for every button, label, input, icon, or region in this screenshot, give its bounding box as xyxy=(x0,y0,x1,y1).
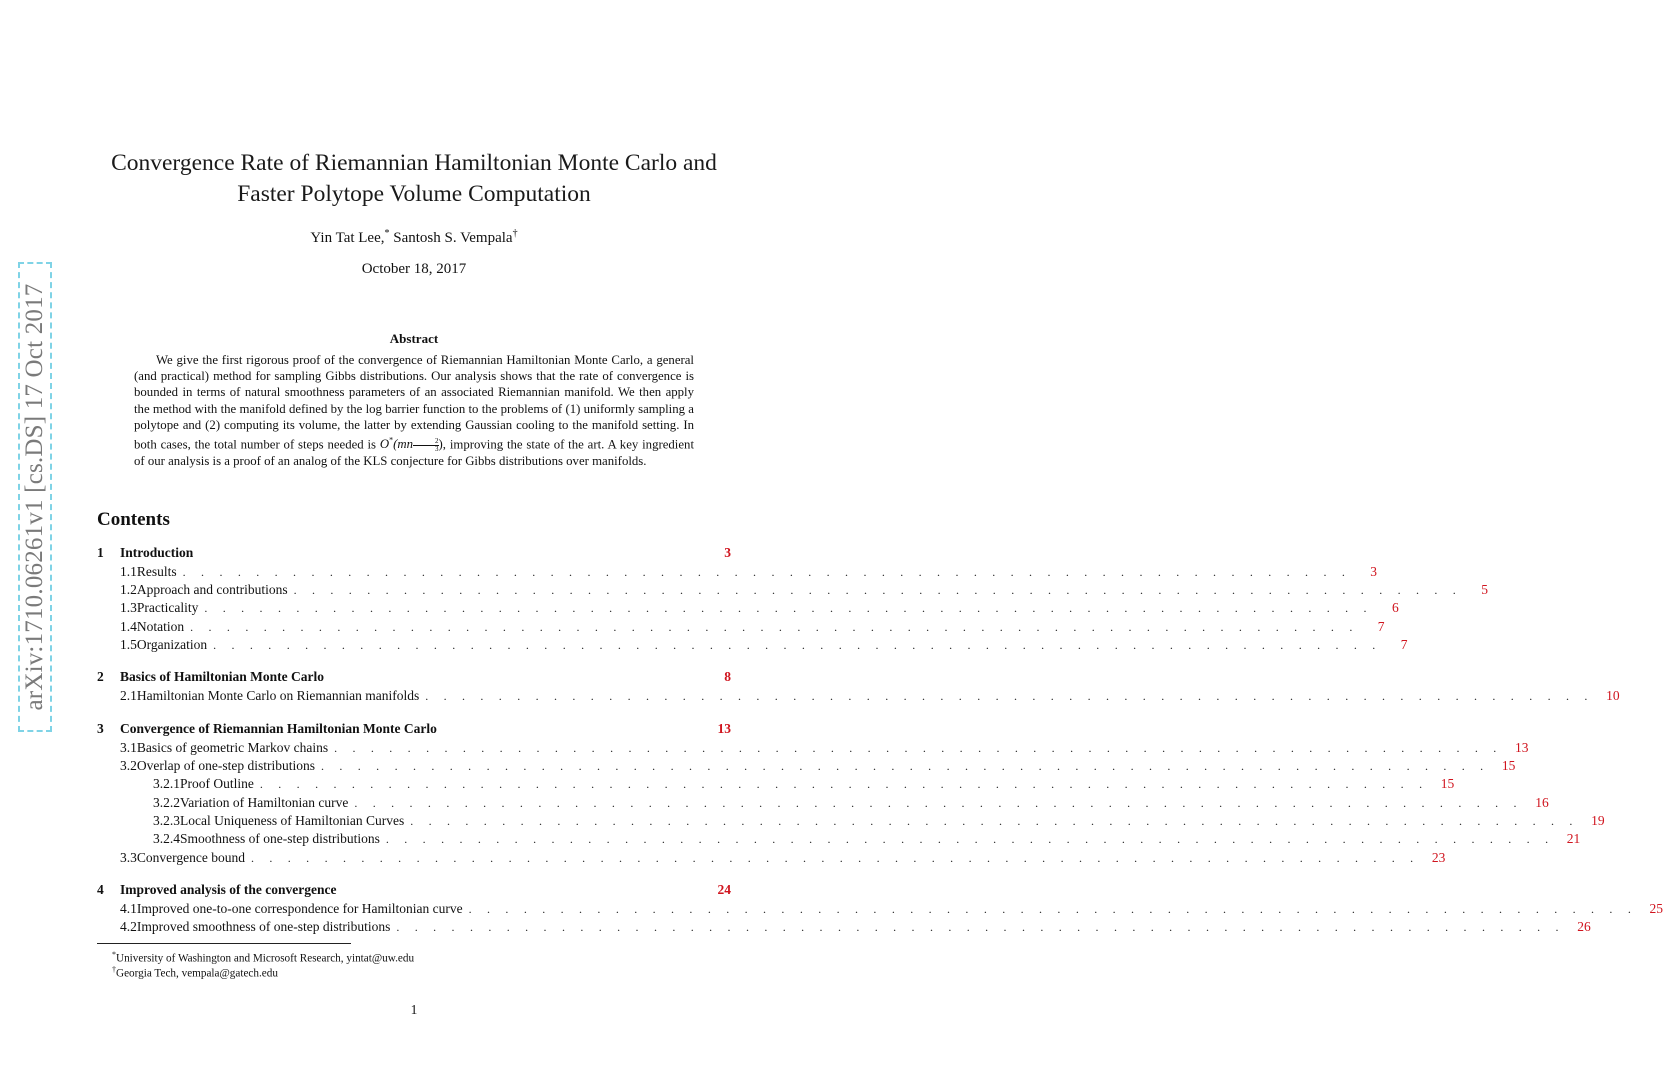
toc-subsection[interactable]: 4.1 Improved one-to-one correspondence for Hamiltonian curve . . . . . . . . . . . . . . . . . . . . . . . . . . . . . . . . . . . . . . . . . . . . . . . . . . . . . . . . . . . . . . . . 25 xyxy=(120,901,1663,916)
toc-subsection[interactable]: 1.4 Notation . . . . . . . . . . . . . . . . . . . . . . . . . . . . . . . . . . . . . . . . . . . . . . . . . . . . . . . . . . . . . . . . 7 xyxy=(120,619,1385,634)
abstract-body: We give the first rigorous proof of the convergence of Riemannian Hamiltonian Monte Carlo, a general (and practical) method for sampling Gibbs distributions. Our analysis shows that the rate of convergence is bounded in terms of natural smoothness parameters of an associated Riemannian manifold. We then apply the method with the manifold defined by the log barrier function to the problems of (1) uniformly sampling a polytope and (2) computing its volume, the latter by extending Gaussian cooling to the manifold setting. In both cases, the total number of steps needed is O*(mn $^{\frac{2}{3}}$ ), improving the state of the art. A key ingredient of our analysis is a proof of an analog of the KLS conjecture for Gibbs distributions over manifolds. xyxy=(134,353,694,469)
contents-heading: Contents xyxy=(97,509,170,530)
toc-subsection[interactable]: 1.5 Organization . . . . . . . . . . . . . . . . . . . . . . . . . . . . . . . . . . . . . . . . . . . . . . . . . . . . . . . . . . . . . . . . 7 xyxy=(120,637,1408,652)
paper-title xyxy=(80,148,748,210)
toc-subsection[interactable]: 1.2 Approach and contributions . . . . . . . . . . . . . . . . . . . . . . . . . . . . . . . . . . . . . . . . . . . . . . . . . . . . . . . . . . . . . . . . 5 xyxy=(120,582,1488,597)
abstract-heading: Abstract xyxy=(389,331,439,346)
title-line-1: Convergence Rate of Riemannian Hamiltonian Monte Carlo and xyxy=(111,150,717,176)
toc-subsubsection[interactable]: 3.2.3 Local Uniqueness of Hamiltonian Curves . . . . . . . . . . . . . . . . . . . . . . . . . . . . . . . . . . . . . . . . . . . . . . . . . . . . . . . . . . . . . . . . 19 xyxy=(153,813,1605,828)
author-vempala: Santosh S. Vempala xyxy=(389,230,513,246)
page-number: 1 xyxy=(410,1002,418,1017)
footnote-mark-1[interactable]: * xyxy=(384,228,390,239)
footnote-rule xyxy=(97,943,351,944)
arxiv-identifier[interactable]: arXiv:1710.06261v1 [cs.DS] 17 Oct 2017 xyxy=(21,283,48,711)
toc-subsection[interactable]: 3.3 Convergence bound . . . . . . . . . . . . . . . . . . . . . . . . . . . . . . . . . . . . . . . . . . . . . . . . . . . . . . . . . . . . . . . . 23 xyxy=(120,850,1446,865)
toc-subsection[interactable]: 1.1 Results . . . . . . . . . . . . . . . . . . . . . . . . . . . . . . . . . . . . . . . . . . . . . . . . . . . . . . . . . . . . . . . . 3 xyxy=(120,564,1378,579)
authors xyxy=(0,228,828,247)
title-line-2: Faster Polytope Volume Computation xyxy=(237,181,591,207)
footnote-1: *University of Washington and Microsoft Research, yintat@uw.edu xyxy=(112,950,415,965)
toc-subsection[interactable]: 4.2 Improved smoothness of one-step distributions . . . . . . . . . . . . . . . . . . . . . . . . . . . . . . . . . . . . . . . . . . . . . . . . . . . . . . . . . . . . . . . . 26 xyxy=(120,919,1591,934)
toc-section[interactable]: 1 Introduction 3 xyxy=(97,545,731,560)
toc-subsection[interactable]: 1.3 Practicality . . . . . . . . . . . . . . . . . . . . . . . . . . . . . . . . . . . . . . . . . . . . . . . . . . . . . . . . . . . . . . . . 6 xyxy=(120,600,1399,615)
toc-subsubsection[interactable]: 3.2.4 Smoothness of one-step distributions . . . . . . . . . . . . . . . . . . . . . . . . . . . . . . . . . . . . . . . . . . . . . . . . . . . . . . . . . . . . . . . . 21 xyxy=(153,831,1581,846)
paper-date: October 18, 2017 xyxy=(361,261,467,277)
toc-subsection[interactable]: 2.1 Hamiltonian Monte Carlo on Riemannian manifolds . . . . . . . . . . . . . . . . . . . . . . . . . . . . . . . . . . . . . . . . . . . . . . . . . . . . . . . . . . . . . . . . 10 xyxy=(120,688,1620,703)
footnote-mark-2[interactable]: † xyxy=(512,228,518,239)
toc-subsubsection[interactable]: 3.2.1 Proof Outline . . . . . . . . . . . . . . . . . . . . . . . . . . . . . . . . . . . . . . . . . . . . . . . . . . . . . . . . . . . . . . . . 15 xyxy=(153,776,1455,791)
footnote-2: †Georgia Tech, vempala@gatech.edu xyxy=(112,965,278,980)
toc-section[interactable]: 4 Improved analysis of the convergence 24 xyxy=(97,882,731,897)
toc-subsubsection[interactable]: 3.2.2 Variation of Hamiltonian curve . . . . . . . . . . . . . . . . . . . . . . . . . . . . . . . . . . . . . . . . . . . . . . . . . . . . . . . . . . . . . . . . 16 xyxy=(153,795,1549,810)
toc-subsection[interactable]: 3.2 Overlap of one-step distributions . . . . . . . . . . . . . . . . . . . . . . . . . . . . . . . . . . . . . . . . . . . . . . . . . . . . . . . . . . . . . . . . 15 xyxy=(120,758,1516,773)
author-lee: Yin Tat Lee, xyxy=(310,230,385,246)
toc-section[interactable]: 3 Convergence of Riemannian Hamiltonian Monte Carlo 13 xyxy=(97,721,731,736)
toc-subsection[interactable]: 3.1 Basics of geometric Markov chains . . . . . . . . . . . . . . . . . . . . . . . . . . . . . . . . . . . . . . . . . . . . . . . . . . . . . . . . . . . . . . . . 13 xyxy=(120,740,1529,755)
toc-section[interactable]: 2 Basics of Hamiltonian Monte Carlo 8 xyxy=(97,669,731,684)
